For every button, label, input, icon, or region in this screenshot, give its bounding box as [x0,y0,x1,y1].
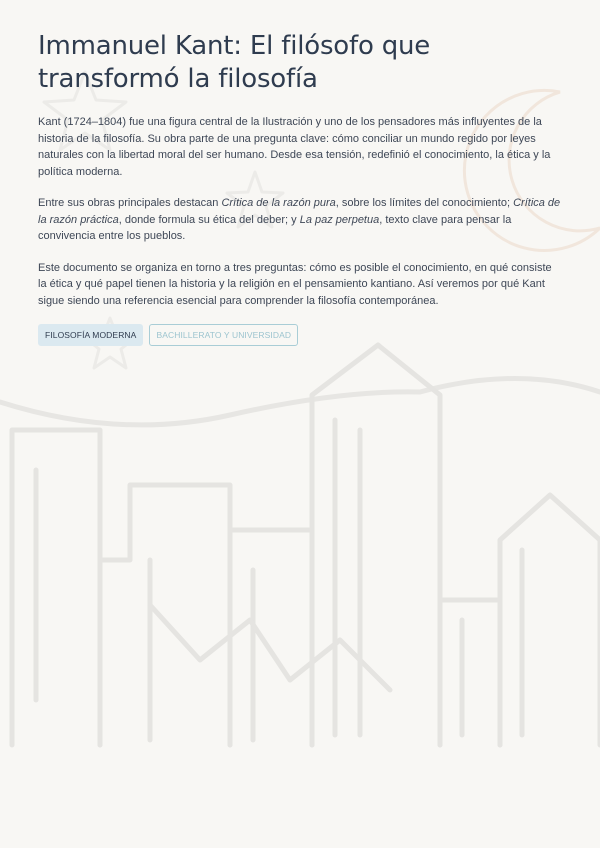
work-title: Crítica de la razón pura [221,197,336,209]
paragraph-text: , texto clave para pensar la convivencia entre los pueblos. [38,213,512,242]
hill-line [0,379,600,425]
page-title-line2: transformó la filosofía [38,64,318,94]
intro-paragraph-3: Este documento se organiza en torno a tres preguntas: cómo es posible el conocimiento, en qué consiste la ética y qué papel tienen la historia y la religión en el pensamiento kantiano. Así veremos por qué Kant sigue siendo una referencia esencial para comprender la filosofía contemporánea. [38,261,552,307]
page-title [38,30,562,96]
page-title-line1: Immanuel Kant: El filósofo que [38,31,431,61]
paragraph-text: Entre sus obras principales destacan [38,197,222,209]
intro-paragraph-2 [38,195,562,245]
city-skyline-illustration [12,345,600,745]
tag-filosofia-moderna: FILOSOFÍA MODERNA [38,324,143,346]
work-title: Crítica de la razón práctica [38,197,561,226]
paragraph-text: , donde formula su ética del deber; y [118,213,300,226]
work-title: La paz perpetua [299,213,380,226]
tag-list [38,324,562,346]
tag-bachillerato-universidad: BACHILLERATO Y UNIVERSIDAD [149,324,298,346]
intro-paragraph-1: Kant (1724–1804) fue una figura central de la Ilustración y uno de los pensadores más influyentes de la historia de la filosofía. Su obra parte de una pregunta clave: cómo conciliar un mundo regido por leyes naturales con la libertad moral del ser humano. Desde esa tensión, redefinió el conocimiento, la ética y la política moderna. [38,116,551,178]
paragraph-text: , sobre los límites del conocimiento; [335,197,514,209]
main-content [38,30,562,346]
